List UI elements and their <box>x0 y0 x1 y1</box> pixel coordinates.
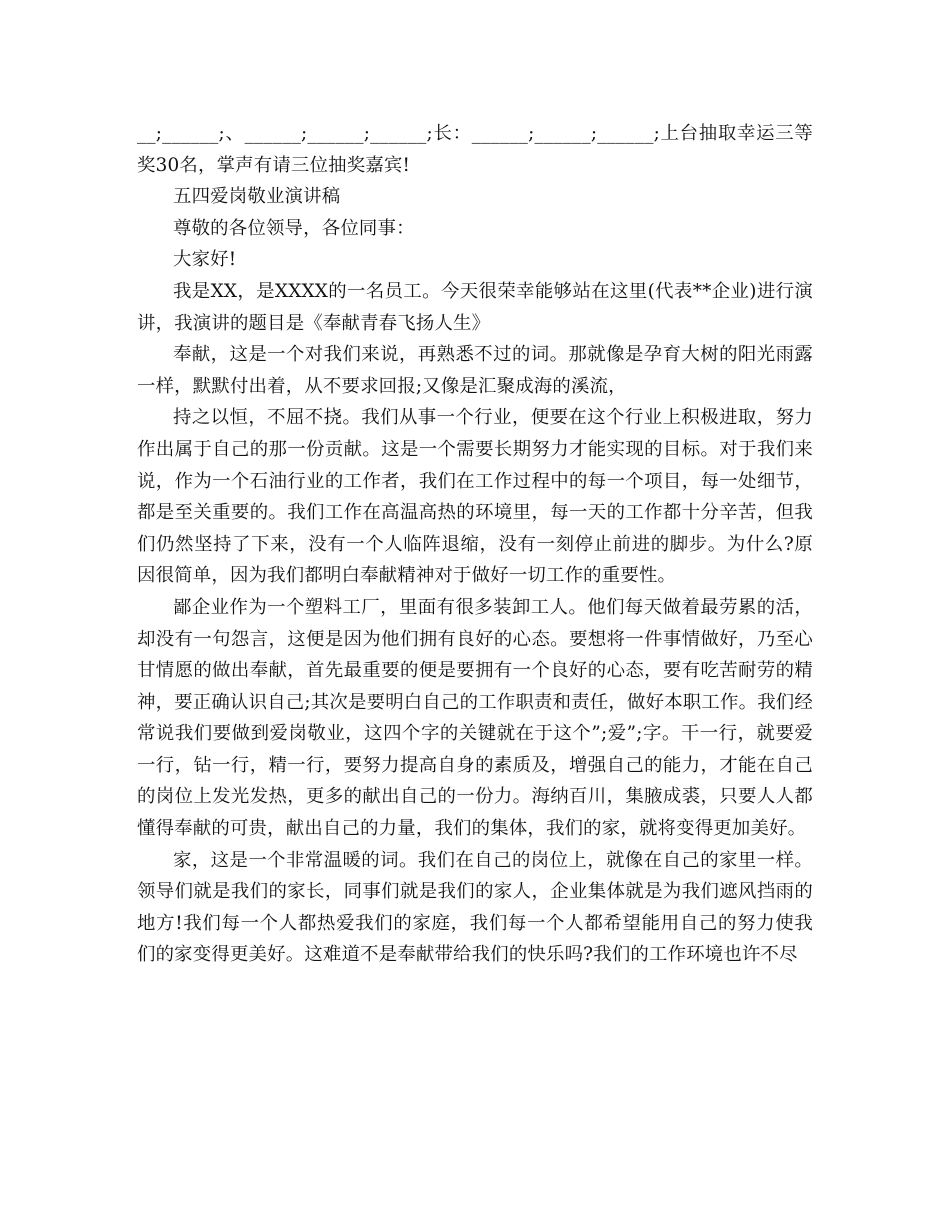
greeting: 大家好! <box>173 249 237 271</box>
body-paragraph-perseverance: 持之以恒，不屈不挠。我们从事一个行业，便要在这个行业上积极进取，努力作出属于自己的那一份贡献。这是一个需要长期努力才能实现的目标。对于我们来说，作为一个石油行业的工作者，我们在工作过程中的每一个项目，每一处细节，都是至关重要的。我们工作在高温高热的环境里，每一天的工作都十分辛苦，但我们仍然坚持了下来，没有一个人临阵退缩，没有一刻停止前进的脚步。为什么?原因很简单，因为我们都明白奉献精神对于做好一切工作的重要性。 <box>137 407 813 587</box>
salutation: 尊敬的各位领导，各位同事： <box>173 217 415 239</box>
body-paragraph-home: 家，这是一个非常温暖的词。我们在自己的岗位上，就像在自己的家里一样。领导们就是我们的家长，同事们就是我们的家人，企业集体就是为我们遮风挡雨的地方!我们每一个人都热爱我们的家庭，我们每一个人都希望能用自己的努力使我们的家变得更美好。这难道不是奉献带给我们的快乐吗?我们的工作环境也许不尽 <box>137 849 813 966</box>
speech-title: 五四爱岗敬业演讲稿 <box>173 186 341 208</box>
introduction-paragraph: 我是XX，是XXXX的一名员工。今天很荣幸能够站在这里(代表**企业)进行演讲，我演讲的题目是《奉献青春飞扬人生》 <box>137 280 813 334</box>
document-body <box>137 118 813 971</box>
body-paragraph-dedication: 奉献，这是一个对我们来说，再熟悉不过的词。那就像是孕育大树的阳光雨露一样，默默付出着，从不要求回报;又像是汇聚成海的溪流， <box>137 344 813 397</box>
body-paragraph-workers: 鄙企业作为一个塑料工厂，里面有很多装卸工人。他们每天做着最劳累的活，却没有一句怨言，这便是因为他们拥有良好的心态。要想将一件事情做好，乃至心甘情愿的做出奉献，首先最重要的便是要拥有一个良好的心态，要有吃苦耐劳的精神，要正确认识自己;其次是要明白自己的工作职责和责任，做好本职工作。我们经常说我们要做到爱岗敬业，这四个字的关键就在于这个”;爱”;字。干一行，就要爱一行，钻一行，精一行，要努力提高自身的素质及，增强自己的能力，才能在自己的岗位上发光发热，更多的献出自己的一份力。海纳百川，集腋成裘，只要人人都懂得奉献的可贵，献出自己的力量，我们的集体，我们的家，就将变得更加美好。 <box>137 596 813 840</box>
prize-announcement-paragraph: __;______;、______;______;______;长：______;______;______;上台抽取幸运三等奖30名，掌声有请三位抽奖嘉宾! <box>137 123 813 176</box>
